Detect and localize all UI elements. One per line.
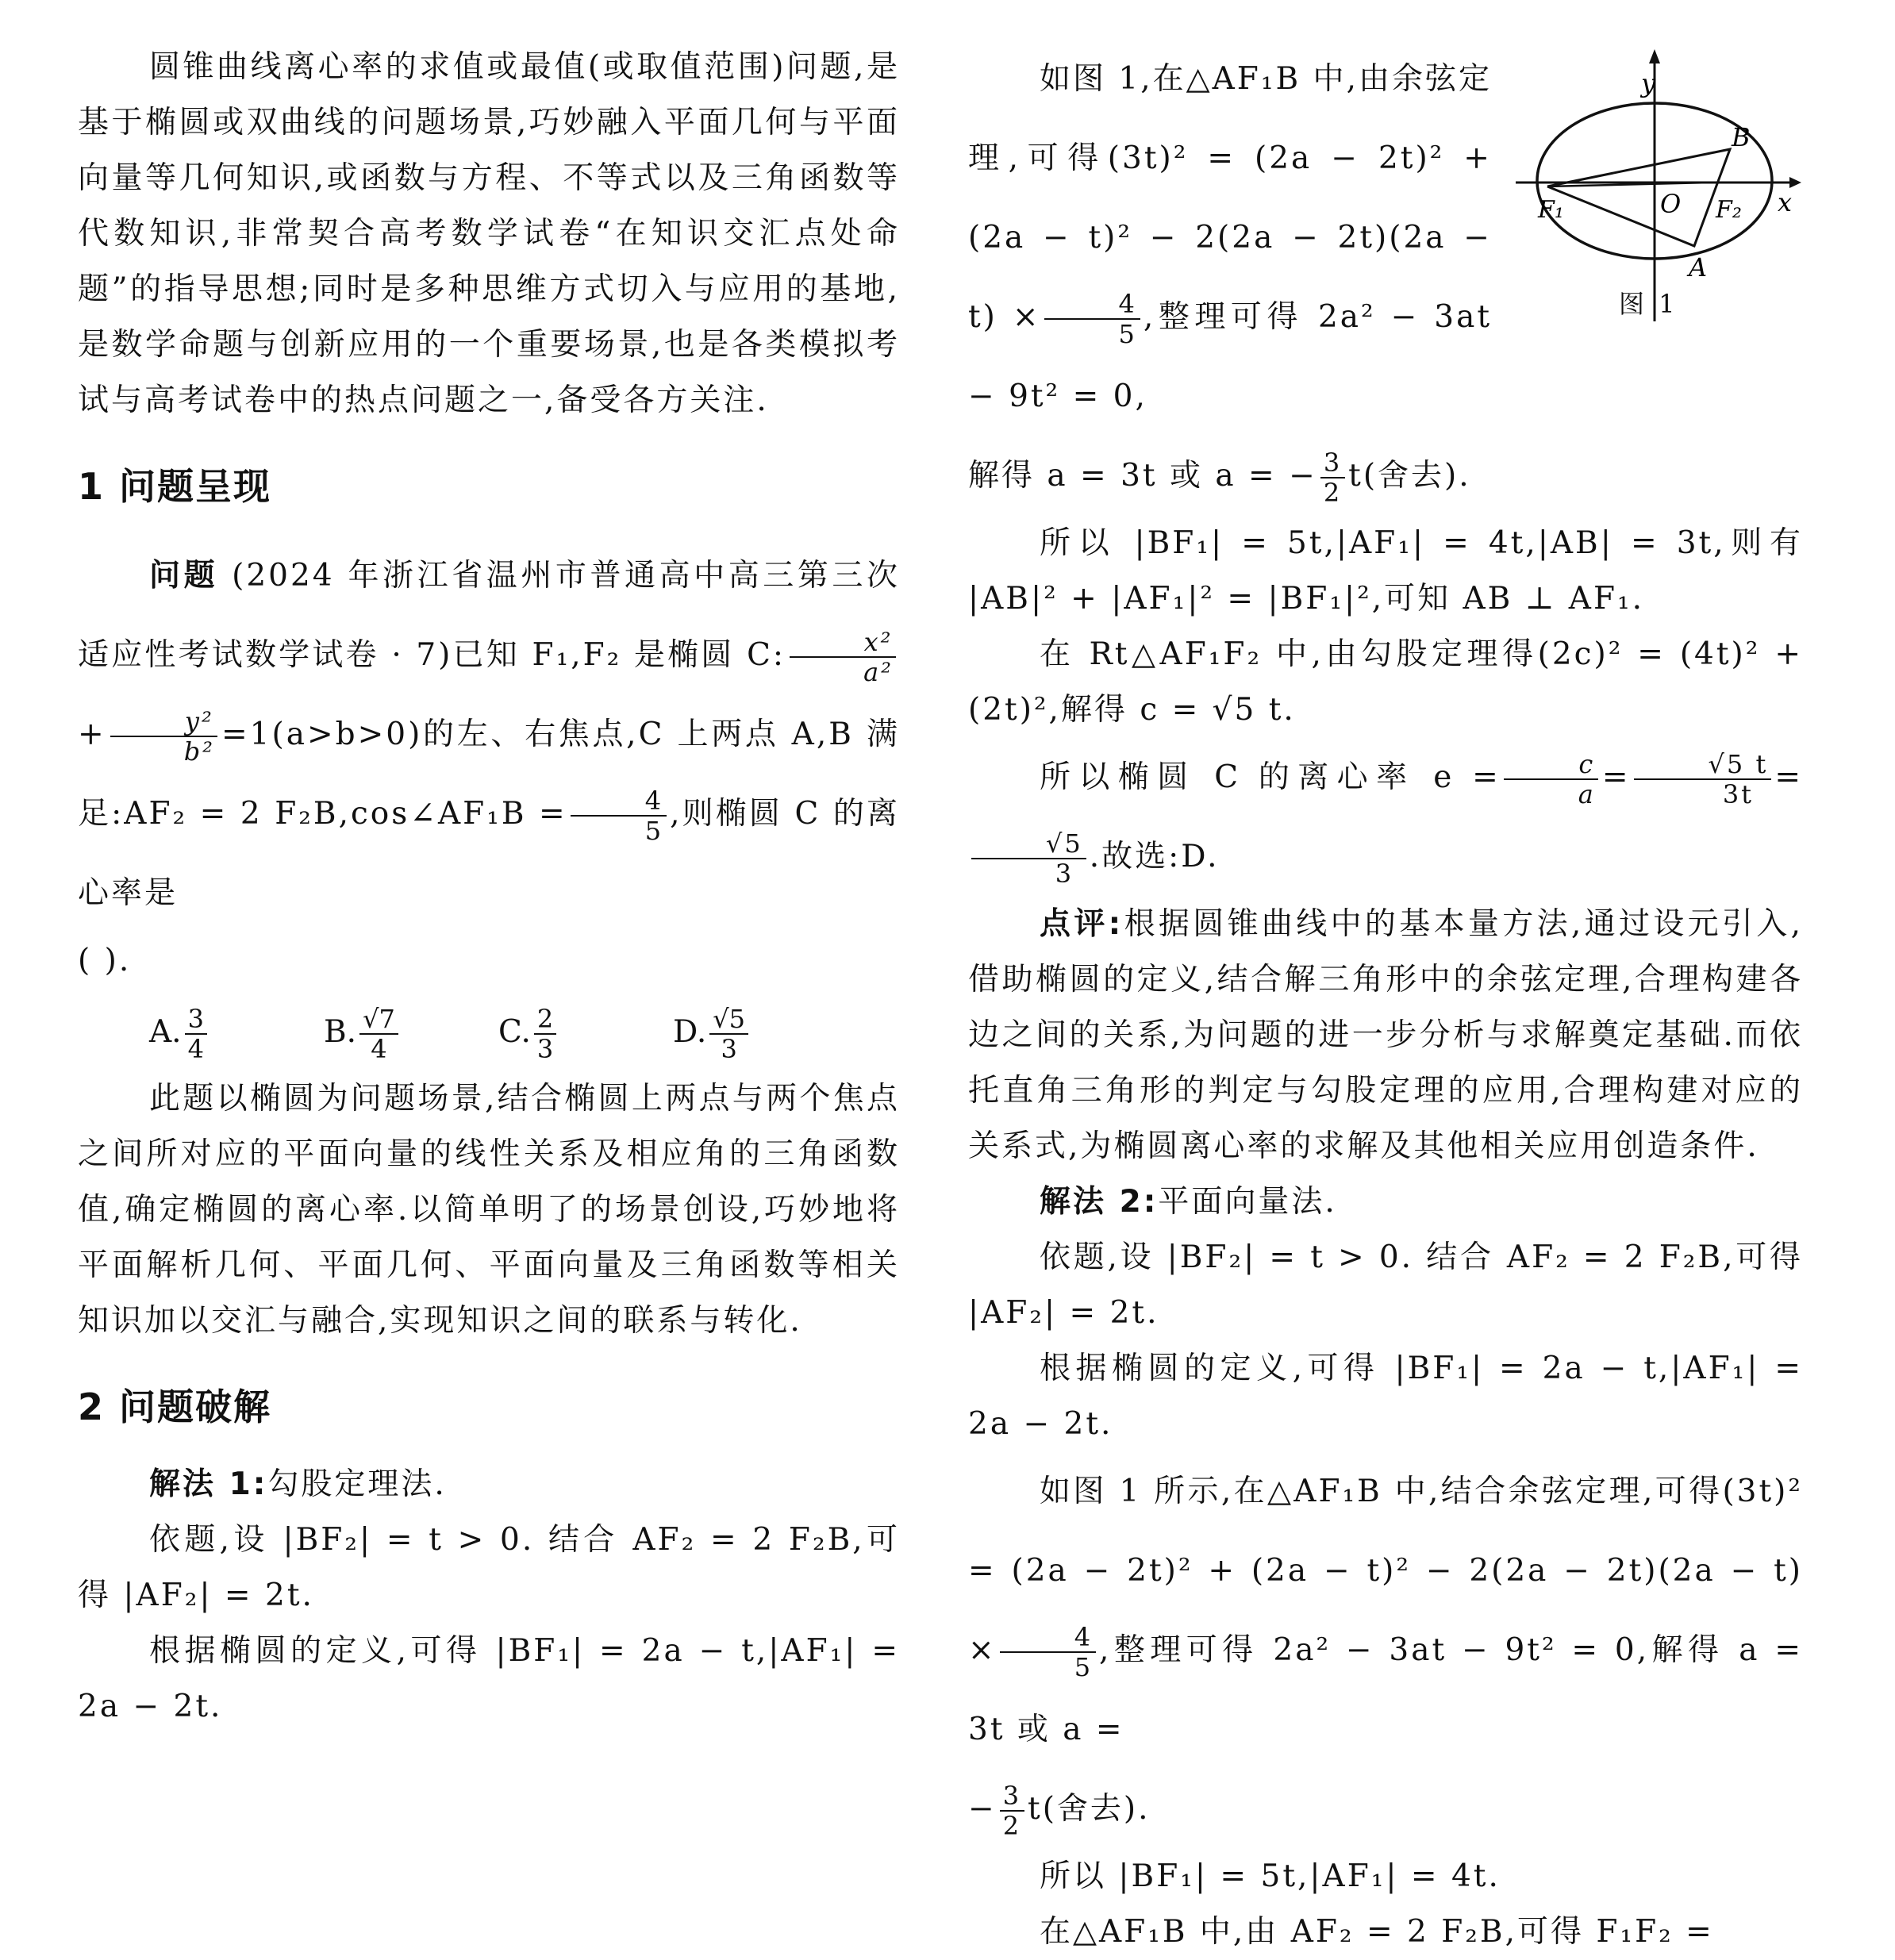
comment-label: 点评: (1040, 906, 1124, 942)
method-1-name: 勾股定理法. (267, 1466, 447, 1502)
label-y: y (1641, 68, 1656, 98)
method-2-paragraph-2: 根据椭圆的定义,可得 |BF₁| = 2a − t,|AF₁| = 2a − 2t. (968, 1351, 1803, 1442)
frac-c-a: $\frac{c}{a}$ (1504, 750, 1599, 809)
right-column (968, 40, 1803, 1960)
method-1-paragraph-2: 根据椭圆的定义,可得 |BF₁| = 2a − t,|AF₁| = 2a − 2t. (78, 1633, 900, 1724)
m2-frac-4-5: $\frac{4}{5}$ (1000, 1623, 1096, 1681)
right-paragraph-3: 所以 |BF₁| = 5t,|AF₁| = 4t,|AB| = 3t,则有 |AB|² + |AF₁|² = |BF₁|²,可知 AB ⊥ AF₁. (968, 525, 1803, 617)
problem-text-5: ,则椭圆 C 的离心率是 (78, 796, 900, 911)
method-1-label: 解法 1: (149, 1466, 268, 1502)
problem-frac-x: $\frac{\text{x²}}{\text{a²}}$ (789, 628, 897, 686)
problem-label: 问题 (149, 558, 219, 594)
method-2-paragraph-3: 如图 1 所示,在△AF₁B 中,结合余弦定理,可得(3t)² = (2a − 2t)² + (2a − t)² − 2(2a − 2t)(2a − t) × $\frac{4}{5}$ ,整理可得 2a² − 3at − 9t² = 0,解得 a = 3t 或 a = (968, 1474, 1803, 1747)
method-2-paragraph-6: 在△AF₁B 中,由 AF₂ = 2 F₂B,可得 F₁F₂ = (1040, 1914, 1714, 1950)
method-2-paragraph-1: 依题,设 |BF₂| = t > 0. 结合 AF₂ = 2 F₂B,可得 |AF₂| = 2t. (968, 1239, 1803, 1331)
problem-text-1: 已知 F₁,F₂ 是椭圆 C: (452, 637, 786, 673)
right-frac-4-5: $\frac{4}{5}$ (1044, 290, 1140, 348)
figure-caption: 图 1 (1619, 289, 1678, 319)
section-1-title: 1 问题呈现 (78, 465, 272, 508)
label-a: A (1689, 252, 1708, 282)
m2-frac-3-2: $\frac{3}{2}$ (1000, 1781, 1024, 1840)
frac-sqrt5t-3t: $\frac{√5 t}{3t}$ (1634, 750, 1772, 809)
problem-text-4: AF₂ = 2 F₂B,cos∠AF₁B = (124, 796, 567, 832)
choice-b: B. $\frac{√7}{4}$ (324, 1005, 498, 1063)
label-o: O (1660, 189, 1682, 219)
right-frac-3-2: $\frac{3}{2}$ (1320, 448, 1345, 507)
method-1-heading (78, 1457, 900, 1512)
problem-frac-cos: $\frac{4}{5}$ (571, 786, 667, 845)
right-paragraph-4: 在 Rt△AF₁F₂ 中,由勾股定理得(2c)² = (4t)² + (2t)²,解得 c = √5 t. (968, 636, 1803, 728)
problem-frac-y: $\frac{\text{y²}}{\text{b²}}$ (110, 707, 218, 766)
analysis-paragraph: 此题以椭圆为问题场景,结合椭圆上两点与两个焦点之间所对应的平面向量的线性关系及相应角的三角函数值,确定椭圆的离心率.以简单明了的场景创设,巧妙地将平面解析几何、平面几何、平面向量及三角函数等相关知识加以交汇与融合,实现知识之间的联系与转化. (78, 1081, 900, 1339)
choice-d: D. $\frac{√5}{3}$ (673, 1005, 848, 1063)
frac-sqrt5-3: $\frac{√5}{3}$ (971, 829, 1086, 888)
problem-blank: ( ). (78, 943, 132, 978)
section-2-title: 2 问题破解 (78, 1385, 272, 1428)
method-2-paragraph-5: 所以 |BF₁| = 5t,|AF₁| = 4t. (1040, 1858, 1501, 1894)
label-f2: F₂ (1716, 196, 1742, 224)
method-2-label: 解法 2: (1040, 1184, 1159, 1220)
problem-paragraph (78, 536, 900, 933)
right-paragraph-5: 所以椭圆 C 的离心率 e = $\frac{c}{a}$ = $\frac{√5 t}{3t}$ = $\frac{√5}{3}$ .故选:D. (968, 738, 1803, 897)
label-x: x (1778, 187, 1793, 217)
label-b: B (1732, 122, 1751, 152)
label-f1: F₁ (1538, 196, 1564, 224)
choices (78, 1005, 900, 1063)
method-2-heading (968, 1174, 1803, 1230)
method-1-paragraph-1: 依题,设 |BF₂| = t > 0. 结合 AF₂ = 2 F₂B,可得 |AF₂| = 2t. (78, 1522, 900, 1613)
intro-paragraph: 圆锥曲线离心率的求值或最值(或取值范围)问题,是基于椭圆或双曲线的问题场景,巧妙融入平面几何与平面向量等几何知识,或函数与方程、不等式以及三角函数等代数知识,非常契合高考数学试卷“在知识交汇点处命题”的指导思想;同时是多种思维方式切入与应用的基地,是数学命题与创新应用的一个重要场景,也是各类模拟考试与高考试卷中的热点问题之一,备受各方关注. (78, 49, 900, 418)
choice-c: C. $\frac{2}{3}$ (498, 1005, 673, 1063)
comment-paragraph: 点评:根据圆锥曲线中的基本量方法,通过设元引入,借助椭圆的定义,结合解三角形中的余弦定理,合理构建各边之间的关系,为问题的进一步分析与求解奠定基础.而依托直角三角形的判定与勾股定理的应用,合理构建对应的关系式,为椭圆离心率的求解及其他相关应用创造条件. (968, 906, 1803, 1164)
right-paragraph-2: 解得 a = 3t 或 a = − $\frac{3}{2}$ t(舍去). (968, 448, 1471, 508)
problem-text-3: =1(a>b>0)的左、右焦点,C 上两点 A,B 满足: (78, 717, 900, 832)
left-column (78, 40, 900, 1735)
method-2-name: 平面向量法. (1158, 1184, 1337, 1220)
problem-source: (2024 年浙江省温州市普通高中高三第三次适应性考试数学试卷 · 7) (78, 558, 900, 673)
problem-text-2: + (78, 717, 106, 752)
right-top-block (968, 40, 1492, 436)
right-paragraph-1: 如图 1,在△AF₁B 中,由余弦定理,可得(3t)² = (2a − 2t)² + (2a − t)² − 2(2a − 2t)(2a − t) × $\frac{4}{5}$ ,整理可得 2a² − 3at − 9t² = 0, (968, 61, 1492, 414)
method-2-paragraph-4: − $\frac{3}{2}$ t(舍去). (968, 1781, 1151, 1841)
choice-a: A. $\frac{3}{4}$ (149, 1005, 324, 1063)
